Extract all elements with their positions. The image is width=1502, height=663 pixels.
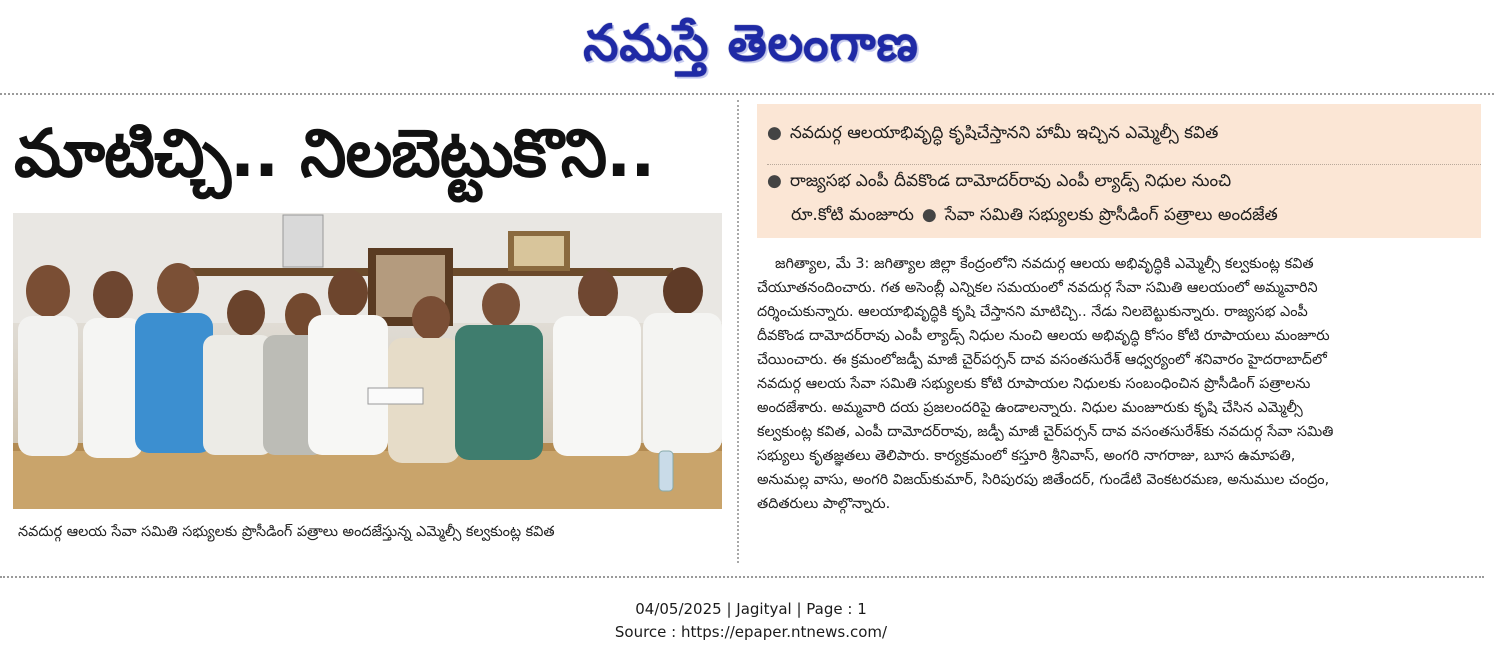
article-line: అందజేశారు. అమ్మవారి దయ ప్రజలందరిపై ఉండాలన్నారు. నిధుల మంజూరుకు కృషి చేసిన ఎమ్మెల్సీ <box>757 400 1303 416</box>
article-body <box>757 252 1481 562</box>
article-line: సభ్యులు కృతజ్ఞతలు తెలిపారు. కార్యక్రమంలో కస్తూరి శ్రీనివాస్, అంగరి నాగరాజు, బూస ఉమాపతి, <box>757 448 1296 464</box>
highlight-item-2 <box>767 164 1477 198</box>
article-line: దర్శించుకున్నారు. ఆలయాభివృద్ధికి కృషి చేస్తానని మాటిచ్చి.. నేడు నిలబెట్టుకున్నారు. రాజ్యసభ ఎంపీ <box>757 304 1308 320</box>
bullet-icon: ● <box>767 171 782 191</box>
photo-illustration <box>13 213 722 509</box>
bottom-divider <box>0 576 1484 578</box>
highlight-text: సేవా సమితి సభ్యులకు ప్రొసీడింగ్ పత్రాలు అందజేత <box>944 205 1278 225</box>
footer <box>0 598 1502 644</box>
highlight-text: రాజ్యసభ ఎంపీ దీవకొండ దామోదర్‌రావు ఎంపీ ల్యాడ్స్ నిధుల నుంచి <box>789 171 1232 191</box>
bullet-icon: ● <box>767 123 782 143</box>
highlight-item-1 <box>767 116 1477 150</box>
footer-source-link[interactable]: Source : https://epaper.ntnews.com/ <box>614 623 888 641</box>
article-line: కల్వకుంట్ల కవిత, ఎంపీ దామోదర్‌రావు, జడ్పీ మాజీ చైర్‌పర్సన్ దావ వసంతసురేశ్‌కు నవదుర్గ సేవా సమితి <box>757 424 1334 440</box>
highlight-text: రూ.కోటి మంజూరు <box>791 205 914 225</box>
article-line: అనుమల్ల వాసు, అంగరి విజయ్‌కుమార్, సిరిపురపు జితేందర్, గుండేటి వెంకటరమణ, అనుముల చంద్రం, <box>757 472 1330 488</box>
column-divider <box>737 100 739 563</box>
highlight-text: నవదుర్గ ఆలయాభివృద్ధి కృషిచేస్తానని హామీ ఇచ్చిన ఎమ్మెల్సీ కవిత <box>789 123 1219 143</box>
newspaper-logo: నమస్తే తెలంగాణ <box>583 14 919 72</box>
bullet-icon: ● <box>921 205 937 225</box>
article-line: చేయూతనందించారు. గత అసెంబ్లీ ఎన్నికల సమయంలో నవదుర్గ సేవా సమితి ఆలయంలో అమ్మవారిని <box>757 280 1318 296</box>
headline: మాటిచ్చి.. నిలబెట్టుకొని.. <box>14 115 655 192</box>
masthead <box>0 0 1502 88</box>
footer-date-edition: 04/05/2025 | Jagityal | Page : 1 <box>635 600 867 618</box>
article-line: చేయించారు. ఈ క్రమంలోజడ్పీ మాజీ చైర్‌పర్సన్ దావ వసంతసురేశ్ ఆధ్వర్యంలో శనివారం హైదరాబాద్‌లో <box>757 352 1327 368</box>
highlights-box <box>757 104 1481 238</box>
news-photo <box>13 213 722 509</box>
photo-caption: నవదుర్గ ఆలయ సేవా సమితి సభ్యులకు ప్రొసీడింగ్ పత్రాలు అందజేస్తున్న ఎమ్మెల్సీ కల్వకుంట్ల కవిత <box>18 524 555 540</box>
article-line: నవదుర్గ ఆలయ సేవా సమితి సభ్యులకు కోటి రూపాయల నిధులకు సంబంధించిన ప్రొసీడింగ్ పత్రాలను <box>757 376 1311 392</box>
article-line: తదితరులు పాల్గొన్నారు. <box>757 496 891 512</box>
highlight-item-2-continued <box>791 198 1501 232</box>
article-line: దీవకొండ దామోదర్‌రావు ఎంపీ ల్యాడ్స్ నిధుల నుంచి ఆలయ అభివృద్ధి కోసం కోటి రూపాయలు మంజూరు <box>757 328 1330 344</box>
top-divider <box>0 93 1494 95</box>
article-line: జగిత్యాల, మే 3: జగిత్యాల జిల్లా కేంద్రంలోని నవదుర్గ ఆలయ అభివృద్ధికి ఎమ్మెల్సీ కల్వకుంట్ల కవిత <box>775 256 1314 272</box>
